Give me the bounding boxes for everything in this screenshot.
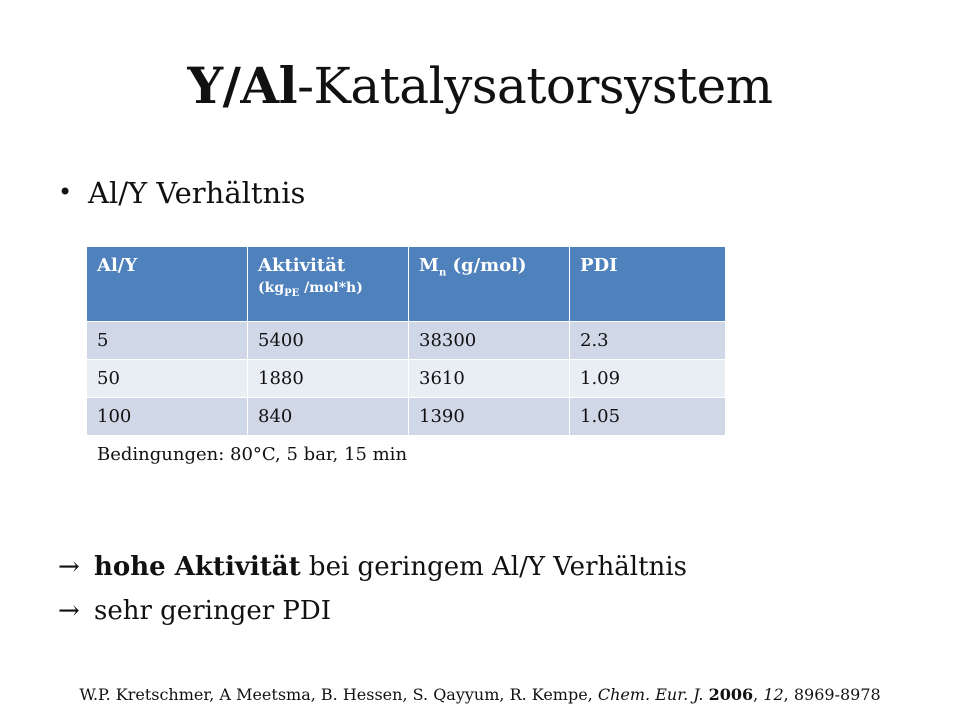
header-mn-main: M (419, 255, 439, 276)
bullet-item (58, 176, 305, 210)
header-aktivitaet-label: Aktivität (258, 255, 346, 276)
ref-volume: 12 (763, 685, 784, 704)
ref-authors: W.P. Kretschmer, A Meetsma, B. Hessen, S. Qayyum, R. Kempe, (79, 685, 598, 704)
header-mn (409, 247, 570, 322)
table-header-row (87, 247, 726, 322)
unit-rest: /mol*h) (299, 280, 363, 296)
table-row (87, 322, 726, 360)
bullet-icon: • (58, 178, 73, 206)
conditions-note: Bedingungen: 80°C, 5 bar, 15 min (97, 444, 408, 465)
header-mn-sub: n (438, 267, 447, 279)
header-aktivitaet-unit (258, 280, 363, 299)
arrow-right-icon: → (58, 552, 80, 582)
cell-al-y: 50 (87, 360, 248, 398)
cell-al-y: 100 (87, 398, 248, 436)
conclusion-2-text: sehr geringer PDI (94, 596, 332, 626)
cell-aktivitaet: 1880 (248, 360, 409, 398)
header-aktivitaet (248, 247, 409, 322)
title-bold-part: Y/Al (187, 56, 298, 115)
title-rest: -Katalysatorsystem (297, 57, 773, 115)
header-al-y: Al/Y (87, 247, 248, 322)
cell-aktivitaet: 5400 (248, 322, 409, 360)
ref-journal: Chem. Eur. J. (597, 685, 704, 704)
cell-mn: 38300 (409, 322, 570, 360)
arrow-right-icon: → (58, 596, 80, 626)
results-table (86, 246, 726, 436)
table-row (87, 360, 726, 398)
cell-al-y: 5 (87, 322, 248, 360)
conclusion-1 (58, 552, 687, 582)
unit-sub: PE (284, 287, 300, 299)
cell-pdi: 1.05 (570, 398, 726, 436)
ref-year: 2006 (708, 685, 754, 704)
conclusion-2 (58, 596, 331, 626)
table-row (87, 398, 726, 436)
cell-aktivitaet: 840 (248, 398, 409, 436)
cell-pdi: 2.3 (570, 322, 726, 360)
cell-mn: 1390 (409, 398, 570, 436)
header-pdi: PDI (570, 247, 726, 322)
cell-mn: 3610 (409, 360, 570, 398)
bullet-text: Al/Y Verhältnis (88, 176, 306, 210)
ref-pages: , 8969-8978 (783, 685, 881, 704)
conclusion-1-bold: hohe Aktivität (94, 552, 301, 582)
header-mn-rest: (g/mol) (446, 255, 527, 276)
slide-title (0, 58, 960, 114)
unit-open: (kg (258, 280, 285, 296)
reference-citation: W.P. Kretschmer, A Meetsma, B. Hessen, S. Qayyum, R. Kempe, Chem. Eur. J. 2006, 12, 8969-8978 (79, 685, 881, 704)
cell-pdi: 1.09 (570, 360, 726, 398)
conclusion-1-text: bei geringem Al/Y Verhältnis (300, 552, 687, 582)
